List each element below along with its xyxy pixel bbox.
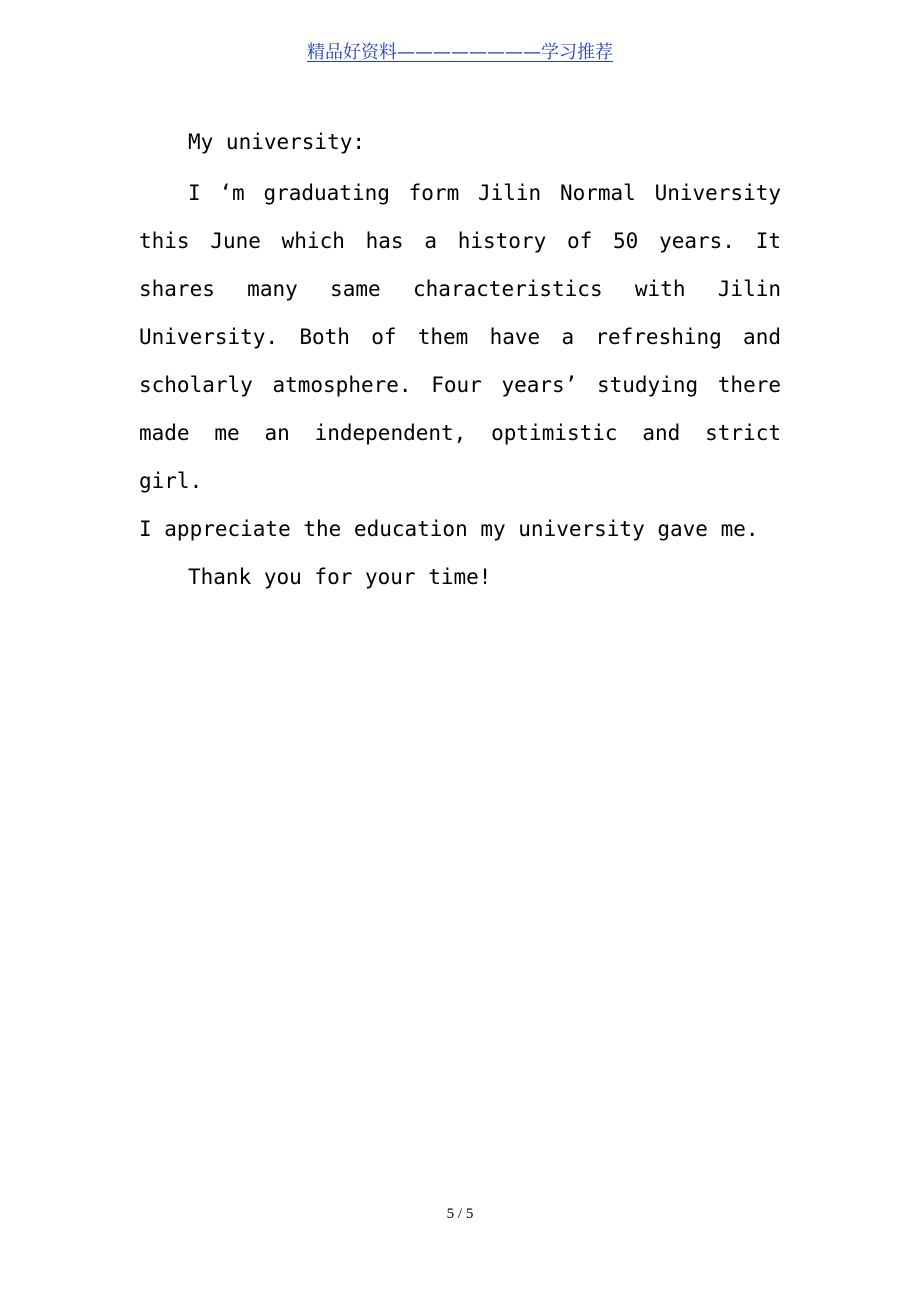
page-header: 精品好资料————————学习推荐 xyxy=(307,42,613,63)
page-number: 5 / 5 xyxy=(446,1206,474,1222)
section-heading: My university: xyxy=(188,130,366,154)
main-paragraph: I ‘m graduating form Jilin Normal University this June which has a history of 50 years. It shares many same characteristics with Jilin University. Both of them have a refreshing and scholarly atmosphere. Four years’ studying there made me an independent, optimistic and strict girl. xyxy=(139,181,781,493)
paragraph-tail: I appreciate the education my university gave me. xyxy=(139,517,759,541)
document-body xyxy=(139,118,781,601)
closing-line: Thank you for your time! xyxy=(188,565,492,589)
